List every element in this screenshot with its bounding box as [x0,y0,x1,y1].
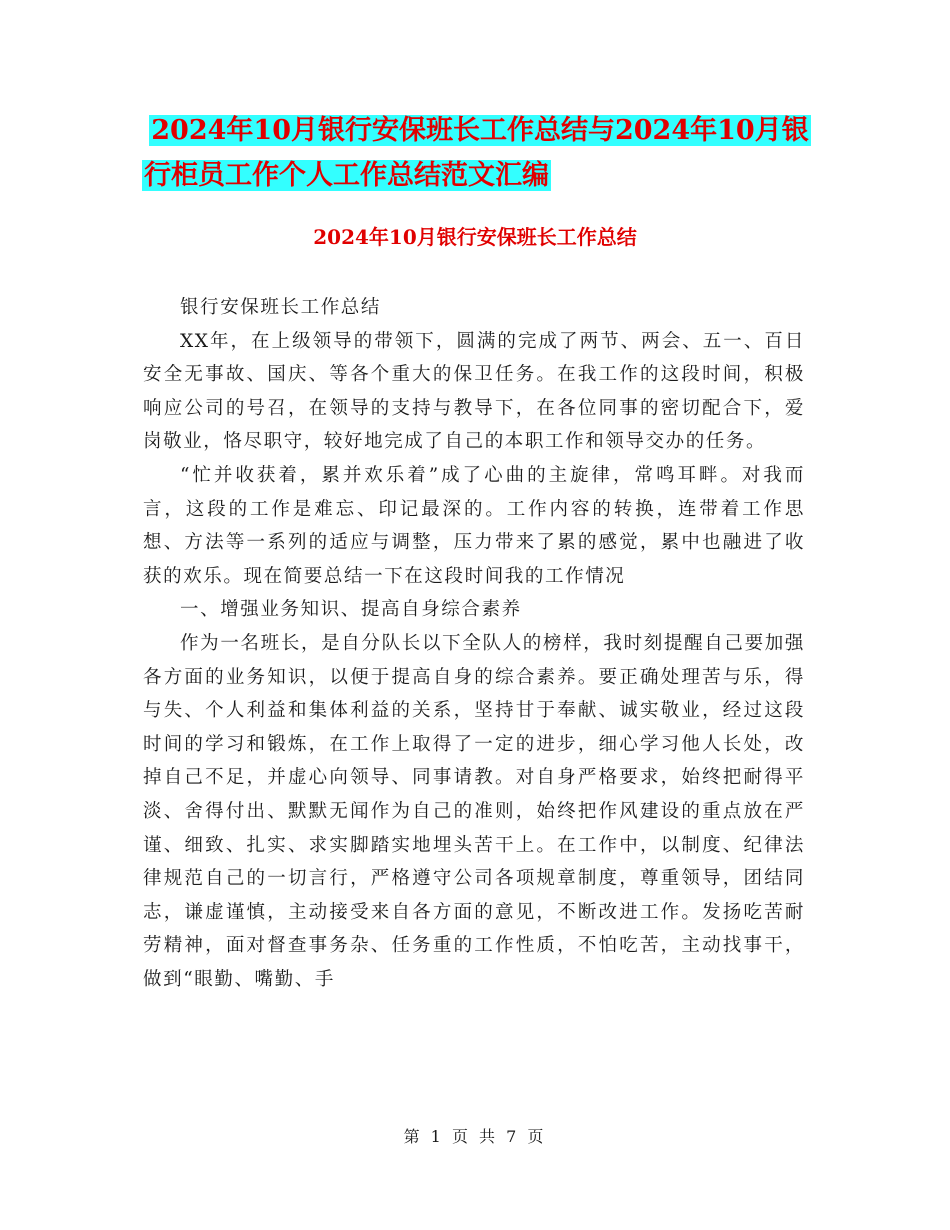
paragraph: “忙并收获着，累并欢乐着”成了心曲的主旋律，常鸣耳畔。对我而言，这段的工作是难忘、印记最深的。工作内容的转换，连带着工作思想、方法等一系列的适应与调整，压力带来了累的感觉，累中也融进了收获的欢乐。现在简要总结一下在这段时间我的工作情况 [143,464,805,587]
page-number: 第 1 页 共 7 页 [403,1127,547,1146]
document-title-line-2 [142,155,822,197]
title-highlight-2: 行柜员工作个人工作总结范文汇编 [144,160,549,191]
paragraph-subtitle: 银行安保班长工作总结 [180,297,382,318]
paragraph: XX年，在上级领导的带领下，圆满的完成了两节、两会、五一、百日安全无事故、国庆、等各个重大的保卫任务。在我工作的这段时间，积极响应公司的号召，在领导的支持与教导下，在各位同事的密切配合下，爱岗敬业，恪尽职守，较好地完成了自己的本职工作和领导交办的任务。 [143,330,805,453]
paragraph: 作为一名班长，是自分队长以下全队人的榜样，我时刻提醒自己要加强各方面的业务知识，以便于提高自身的综合素养。要正确处理苦与乐，得与失、个人利益和集体利益的关系，坚持甘于奉献、诚实敬业，经过这段时间的学习和锻炼，在工作上取得了一定的进步，细心学习他人长处，改掉自己不足，并虚心向领导、同事请教。对自身严格要求，始终把耐得平淡、舍得付出、默默无闻作为自己的准则，始终把作风建设的重点放在严谨、细致、扎实、求实脚踏实地埋头苦干上。在工作中，以制度、纪律法律规范自己的一切言行，严格遵守公司各项规章制度，尊重领导，团结同志，谦虚谨慎，主动接受来自各方面的意见，不断改进工作。发扬吃苦耐劳精神，面对督查事务杂、任务重的工作性质，不怕吃苦，主动找事干，做到“眼勤、嘴勤、手 [143,632,805,990]
document-title-line-1 [140,110,820,152]
paragraph-heading: 一、增强业务知识、提高自身综合素养 [180,599,522,621]
title-highlight-1: 2024年10月银行安保班长工作总结与2024年10月银 [151,115,809,146]
document-body [143,291,805,996]
page-footer [0,1124,950,1147]
section-title: 2024年10月银行安保班长工作总结 [313,225,637,249]
